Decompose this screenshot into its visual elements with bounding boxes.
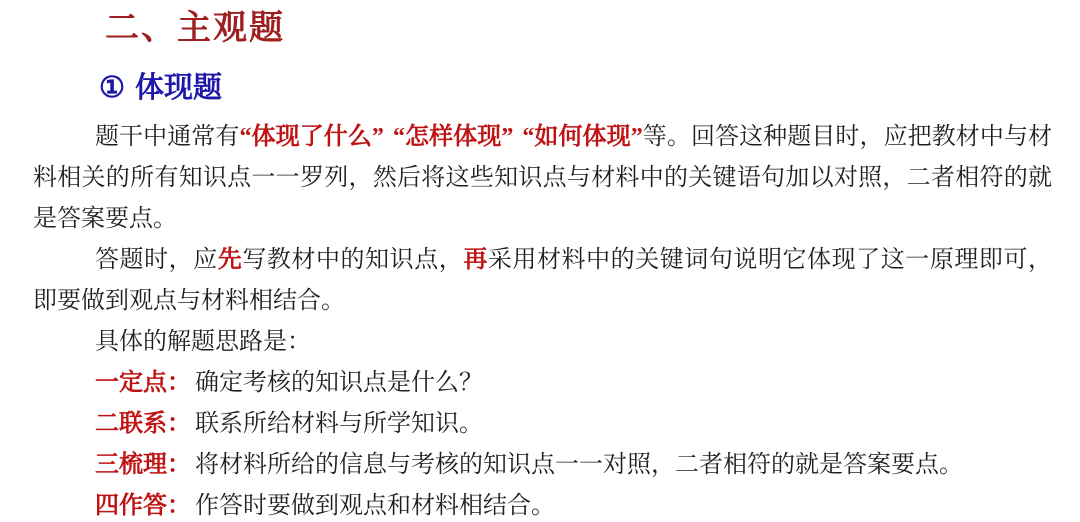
step-item-1 [33, 363, 1052, 404]
step-label-3: 三梳理： [95, 452, 191, 478]
step-label-4: 四作答： [95, 493, 191, 519]
step-item-2 [33, 404, 1052, 445]
section-title: 体现题 [135, 72, 223, 104]
step-label-2: 二联系： [95, 411, 191, 437]
step-text-1: 确定考核的知识点是什么？ [195, 370, 483, 396]
highlight-then: 再 [463, 247, 488, 273]
highlight-quote-2: “怎样体现” [392, 124, 514, 150]
paragraph-intro-rest: 等。回答这种题目时，应把教材中与材料相关的所有知识点一一罗列，然后将这些知识点与材料中的关键语句加以对照，二者相符的就是答案要点。 [33, 124, 1053, 232]
paragraph-answering-s2: 写教材中的知识点， [242, 247, 464, 273]
page-title: 二、主观题 [105, 9, 285, 47]
highlight-quote-3: “如何体现” [522, 124, 643, 150]
paragraph-steps-lead: 具体的解题思路是： [95, 329, 311, 355]
step-text-4: 作答时要做到观点和材料相结合。 [195, 493, 555, 519]
step-text-2: 联系所给材料与所学知识。 [195, 411, 483, 437]
paragraph-answering [33, 240, 1052, 322]
highlight-first: 先 [217, 247, 243, 273]
highlight-quote-1: “体现了什么” [239, 124, 384, 150]
paragraph-answering-s1: 答题时，应 [95, 247, 218, 273]
step-text-3: 将材料所给的信息与考核的知识点一一对照，二者相符的就是答案要点。 [195, 452, 963, 478]
section-heading [99, 70, 1052, 106]
step-item-3 [33, 445, 1052, 486]
document-body [33, 117, 1052, 522]
step-item-4 [33, 486, 1052, 522]
paragraph-intro-lead: 题干中通常有 [95, 124, 240, 150]
paragraph-answering-s3: 采用材料中的关键词句说明它体现了这一原理即可，即要做到观点与材料相结合。 [33, 247, 1053, 314]
circled-number-icon: ① [99, 72, 125, 104]
paragraph-intro [33, 117, 1052, 240]
step-label-1: 一定点： [95, 370, 191, 396]
